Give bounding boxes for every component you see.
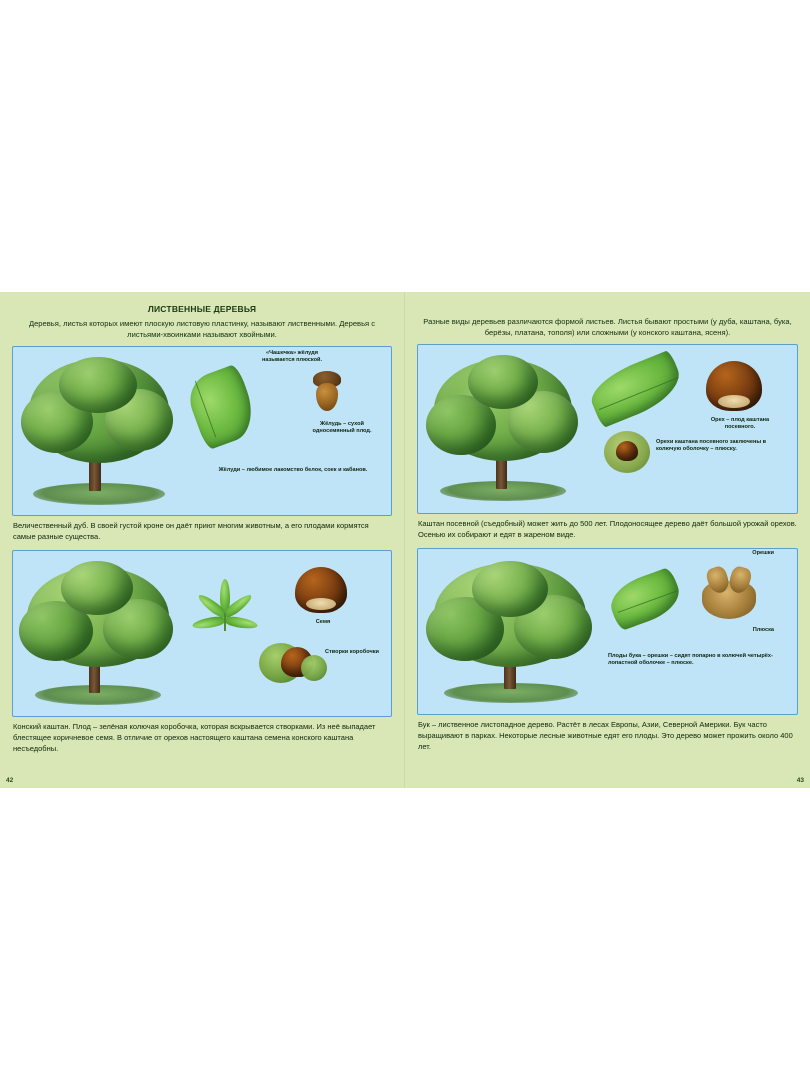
horse-chestnut-seed-illustration: [295, 567, 347, 613]
label-beech-fruit-description: Плоды бука – орешки – сидят попарно в колючей четырёх-лопастной оболочке – плюске.: [608, 652, 773, 667]
beech-leaf-illustration: [604, 569, 686, 645]
label-acorn-cup: «Чашечка» жёлудя называется плюской.: [261, 350, 323, 364]
intro-text-right: Разные виды деревьев различаются формой листьев. Листья бывают простыми (у дуба, каштана, бука, берёзы, платана, тополя) или сложными (у конского каштана, ясеня).: [423, 317, 792, 337]
label-seed: Семя: [315, 618, 331, 625]
folio-right: 43: [796, 777, 804, 784]
page-left: [0, 292, 405, 788]
caption-horse-chestnut: Конский каштан. Плод – зелёная колючая коробочка, которая вскрывается створками. Из неё выпадает блестящее коричневое семя. В отличие от орехов настоящего каштана семена конского каштана несъедобны.: [13, 721, 376, 753]
caption-sweet-chestnut: Каштан посевной (съедобный) может жить до 500 лет. Плодоносящее дерево даёт большой урожай орехов. Осенью их собирают и едят в жареном виде.: [418, 519, 797, 539]
label-beech-nuts: Орешки: [752, 549, 774, 556]
illustration-panel-oak: [12, 346, 392, 516]
label-capsule-valves: Створки коробочки: [325, 648, 379, 655]
label-acorn-fruit: Жёлудь – сухой односемянный плод.: [312, 421, 372, 435]
label-beech-cupule: Плюска: [752, 626, 774, 633]
illustration-panel-beech: [417, 548, 798, 715]
sweet-chestnut-leaf-illustration: [586, 359, 690, 445]
caption-beech: Бук – лиственное листопадное дерево. Растёт в лесах Европы, Азии, Северной Америки. Бук часто выращивают в парках. Некоторые лесные животные едят его плоды. Это дерево может прожить около 400 лет.: [418, 719, 793, 751]
chestnut-husk-illustration: [604, 431, 650, 473]
page-right: [405, 292, 810, 788]
horse-chestnut-tree-illustration: [19, 561, 177, 711]
page-title: ЛИСТВЕННЫЕ ДЕРЕВЬЯ: [147, 304, 257, 314]
illustration-panel-sweet-chestnut: [417, 344, 798, 514]
label-chestnut-husk: Орехи каштана посевного заключены в колючую оболочку – плюску.: [656, 439, 767, 453]
sweet-chestnut-scene: [418, 345, 797, 513]
label-chestnut-nut: Орех – плод каштана посевного.: [710, 417, 770, 431]
sweet-chestnut-tree-illustration: [424, 355, 582, 507]
oak-scene: [13, 347, 391, 515]
caption-oak: Величественный дуб. В своей густой кроне он даёт приют многим животным, а его плодами кормятся самые разные существа.: [13, 521, 369, 541]
beech-scene: [418, 549, 797, 714]
acorn-illustration: [309, 369, 345, 415]
oak-leaf-illustration: [185, 365, 259, 447]
book-spread: [0, 292, 810, 788]
intro-text-left: Деревья, листья которых имеют плоскую листовую пластинку, называют лиственными. Деревья с листьями-хвоинками называют хвойными.: [28, 319, 376, 339]
palmate-leaf-illustration: [185, 573, 265, 653]
oak-tree-illustration: [19, 355, 179, 510]
label-acorn-food: Жёлуди – любимое лакомство белок, соек и кабанов.: [218, 467, 368, 473]
illustration-panel-horse-chestnut: [12, 550, 392, 717]
capsule-valves-illustration: [257, 635, 331, 689]
sweet-chestnut-nut-illustration: [706, 361, 762, 411]
beech-tree-illustration: [426, 561, 594, 709]
beech-cupule-illustration: [694, 563, 766, 625]
folio-left: 42: [6, 777, 14, 784]
horse-chestnut-scene: [13, 551, 391, 716]
